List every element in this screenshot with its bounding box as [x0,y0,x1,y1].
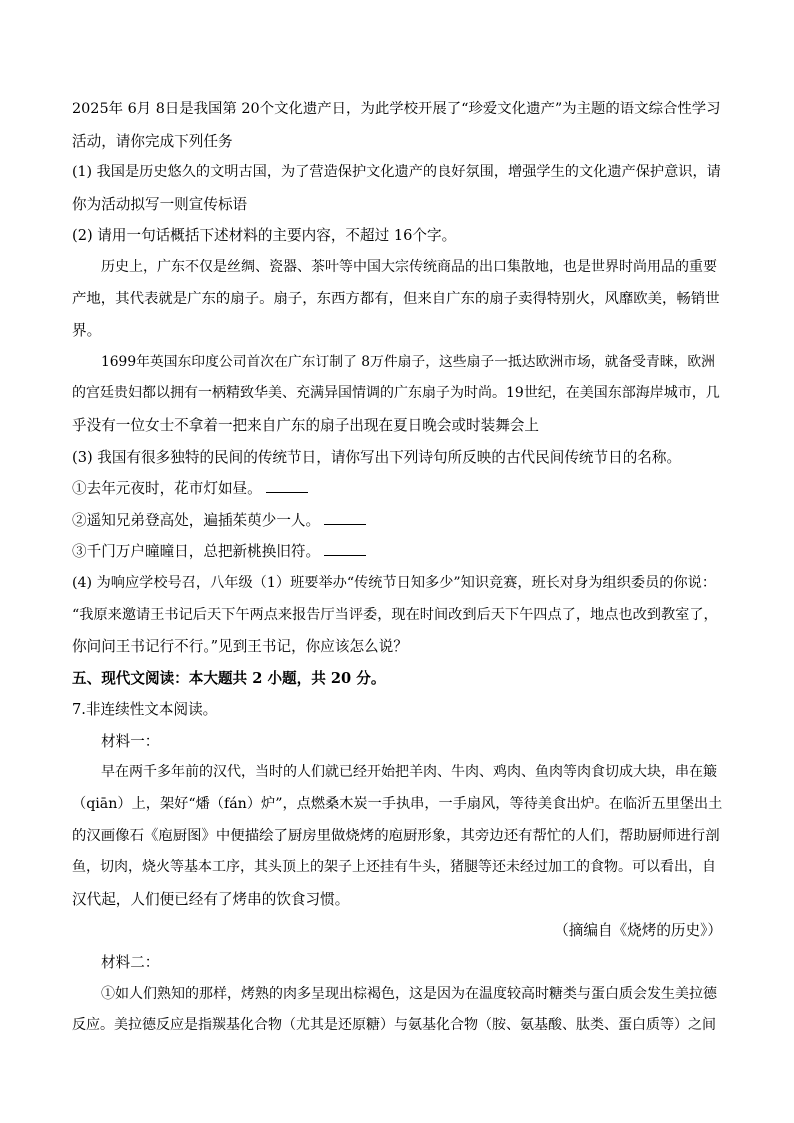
task-1-line-2: 你为活动拟写一则宣传标语 [72,195,248,213]
intro-line-2: 活动，请你完成下列任务 [72,132,233,150]
material-paragraph-2-line-3: 乎没有一位女士不拿着一把来自广东的扇子出现在夏日晚会或时装舞会上 [72,416,540,434]
material-1-source: （摘编自《烧烤的历史》） [554,922,722,940]
question-7-heading: 7.非连续性文本阅读。 [72,701,218,719]
intro-line-1: 2025年 6月 8日是我国第 20个文化遗产日，为此学校开展了“珍爱文化遗产”为主题的语文综合性学习 [72,101,721,117]
task-2-prompt: (2) 请用一句话概括下述材料的主要内容，不超过 16个字。 [72,227,457,245]
document-page [72,94,722,1042]
material-1-line-5: 汉代起，人们便已经有了烤串的饮食习惯。 [72,890,350,908]
answer-blank-3[interactable] [324,543,366,556]
answer-blank-1[interactable] [266,480,308,493]
poem-item-3 [72,536,722,568]
poem-item-2 [72,505,722,537]
material-1-line-3: 的汉画像石《庖厨图》中便描绘了厨房里做烧烤的庖厨形象，其旁边还有帮忙的人们，帮助厨师进行剖 [72,827,720,844]
material-2-line-2: 反应。美拉德反应是指羰基化合物（尤其是还原糖）与氨基化合物（胺、氨基酸、肽类、蛋白质等）之间 [72,1017,716,1034]
material-paragraph-1-line-2: 产地，其代表就是广东的扇子。扇子，东西方都有，但来自广东的扇子卖得特别火，风靡欧美，畅销世 [72,290,720,307]
task-4-line-2: “我原来邀请王书记后天下午两点来报告厅当评委，现在时间改到后天下午四点了，地点也改到教室了， [72,606,718,623]
material-1-label: 材料一： [101,732,160,750]
poem-text-2: ②遥知兄弟登高处，遍插茱萸少一人。 [72,511,321,529]
poem-item-1 [72,473,722,505]
answer-blank-2[interactable] [324,512,366,525]
task-1-line-1: (1) 我国是历史悠久的文明古国，为了营造保护文化遗产的良好氛围，增强学生的文化遗产保护意识，请 [72,164,721,181]
material-paragraph-1-line-1: 历史上，广东不仅是丝绸、瓷器、茶叶等中国大宗传统商品的出口集散地，也是世界时尚用品的重要 [101,258,717,275]
material-1-line-1: 早在两千多年前的汉代，当时的人们就已经开始把羊肉、牛肉、鸡肉、鱼肉等肉食切成大块，串在簸 [101,764,717,781]
material-1-line-2: （qiān）上，架好“燔（fán）炉”，点燃桑木炭一手执串，一手扇风，等待美食出炉。在临沂五里堡出土 [72,796,723,813]
material-2-label: 材料二： [101,954,160,972]
poem-text-1: ①去年元夜时，花市灯如昼。 [72,480,262,498]
material-2-line-1: ①如人们熟知的那样，烤熟的肉多呈现出棕褐色，这是因为在温度较高时糖类与蛋白质会发生美拉德 [101,985,717,1002]
poem-text-3: ③千门万户曈曈日，总把新桃换旧符。 [72,543,321,561]
task-4-line-1: (4) 为响应学校号召，八年级（1）班要举办“传统节日知多少”知识竞赛，班长对身为组织委员的你说： [72,574,717,591]
task-4-line-3: 你问问王书记行不行。”见到王书记，你应该怎么说？ [72,638,408,656]
section-heading: 五、现代文阅读：本大题共 2 小题，共 20 分。 [72,669,386,687]
material-paragraph-2-line-1: 1699年英国东印度公司首次在广东订制了 8万件扇子，这些扇子一抵达欧洲市场，就备受青睐，欧洲 [101,353,715,370]
material-1-line-4: 鱼，切肉，烧火等基本工序，其头顶上的架子上还挂有牛头，猪腿等还未经过加工的食物。可以看出，自 [72,859,716,876]
material-paragraph-1-line-3: 界。 [72,322,102,340]
task-3-prompt: (3) 我国有很多独特的民间的传统节日，请你写出下列诗句所反映的古代民间传统节日的名称。 [72,448,682,466]
material-paragraph-2-line-2: 的宫廷贵妇都以拥有一柄精致华美、充满异国情调的广东扇子为时尚。19世纪，在美国东部海岸城市，几 [72,385,720,402]
